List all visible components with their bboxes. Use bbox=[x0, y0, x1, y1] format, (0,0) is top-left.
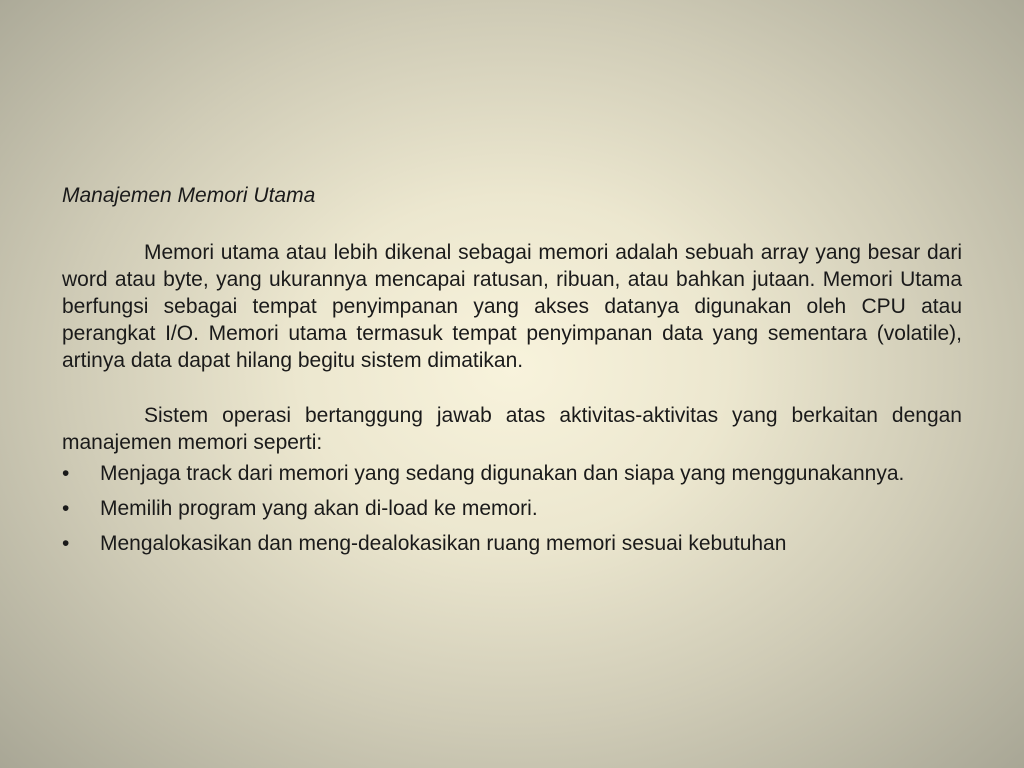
paragraph-definition: Memori utama atau lebih dikenal sebagai memori adalah sebuah array yang besar dari word atau byte, yang ukurannya mencapai ratusan, ribuan, atau bahkan jutaan. Memori Utama berfungsi sebagai tempat penyimpanan yang akses datanya digunakan oleh CPU atau perangkat I/O. Memori utama termasuk tempat penyimpanan data yang sementara (volatile), artinya data dapat hilang begitu sistem dimatikan. bbox=[62, 241, 962, 372]
bullet-icon: • bbox=[62, 497, 70, 520]
slide-heading: Manajemen Memori Utama bbox=[62, 184, 316, 207]
list-item bbox=[62, 460, 962, 487]
bullet-icon: • bbox=[62, 462, 70, 485]
list-item bbox=[62, 530, 962, 557]
list-item-text: Memilih program yang akan di-load ke memori. bbox=[100, 497, 538, 520]
list-item-text: Menjaga track dari memori yang sedang digunakan dan siapa yang menggunakannya. bbox=[100, 462, 905, 485]
responsibility-list bbox=[62, 460, 962, 557]
slide-content bbox=[62, 182, 962, 565]
paragraph-responsibility: Sistem operasi bertanggung jawab atas aktivitas-aktivitas yang berkaitan dengan manajemen memori seperti: bbox=[62, 404, 962, 454]
list-item bbox=[62, 495, 962, 522]
bullet-icon: • bbox=[62, 532, 70, 555]
list-item-text: Mengalokasikan dan meng-dealokasikan ruang memori sesuai kebutuhan bbox=[100, 532, 787, 555]
